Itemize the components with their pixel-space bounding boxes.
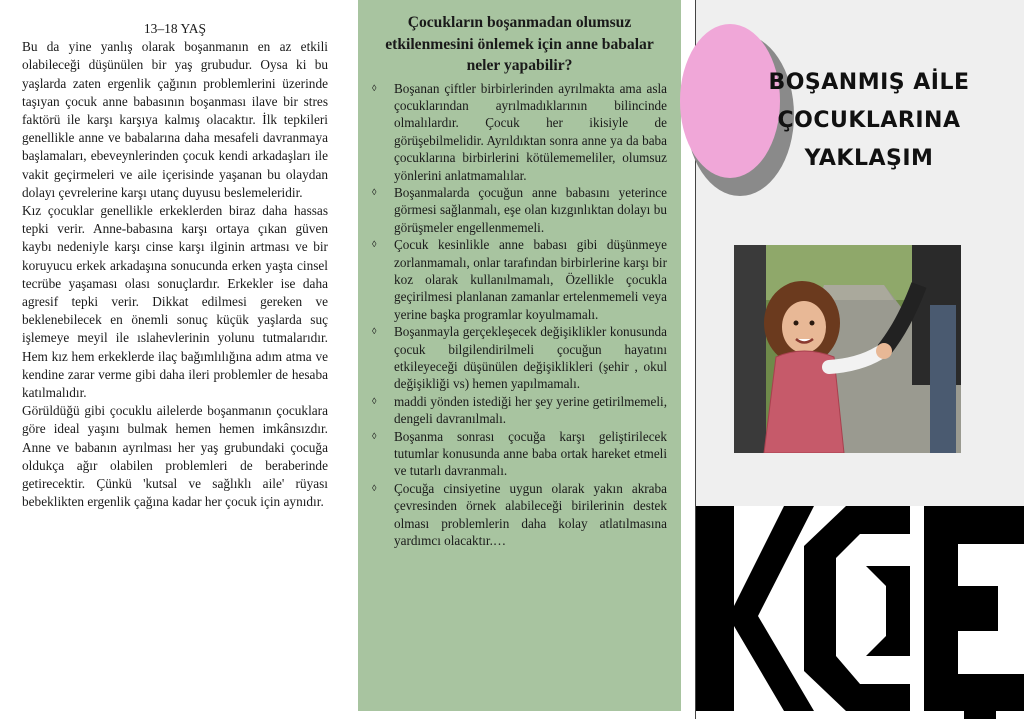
middle-column	[358, 0, 681, 711]
list-item: ◊ Boşanma sonrası çocuğa karşı geliştirilecek tutumlar konusunda anne baba ortak hareket etmeli ve tutarlı davranmalı.	[372, 428, 667, 479]
right-column	[696, 0, 1024, 719]
diamond-bullet-icon: ◊	[372, 326, 377, 337]
diamond-bullet-icon: ◊	[372, 239, 377, 250]
paragraph: Görüldüğü gibi çocuklu ailelerde boşanmanın çocuklara göre ideal yaşını bulmak hemen hemen imkânsızdır. Anne ve babanın ayrılması her yaş grubundaki çocuğa oldukça ağır olabilen problemleri de beraberinde getirecektir. Çünkü 'kutsal ve sağlıklı aile' rüyası bebeklikten ergenlik çağına kadar her çocuk için aynıdır.	[22, 403, 328, 510]
diamond-bullet-icon: ◊	[372, 395, 377, 406]
section-heading: 13–18 YAŞ	[143, 21, 207, 36]
diamond-bullet-icon: ◊	[372, 82, 377, 93]
section-title: Çocukların boşanmadan olumsuz etkilenmesini önlemek için anne babalar neler yapabilir?	[385, 14, 654, 74]
diamond-bullet-icon: ◊	[372, 430, 377, 441]
cover-panel	[696, 0, 1024, 506]
paragraph: Kız çocuklar genellikle erkeklerden biraz daha hassas tepki verir. Anne-babasına karşı ortaya çıkan güven kaybı nedeniyle karşı cinse karşı ilginin artması ve bir koruyucu erkek arkadaşına sonucunda erken yaşta cinsel tecrübe yaşaması olası sonuçlardır. Erkekler ise daha agresif tepki verir. Dikkat edilmesi gereken ve beklenebilecek en önemli sonuç küçük yaşlarda suç işlemeye meyil ile ıslahevlerinin yolunu tutmalarıdır. Hem kız hem erkeklerde ilaç bağımlılığına adım atma ve kendine zarar verme gibi daha ileri problemler de hesaba katılmalıdır.	[22, 203, 328, 401]
list-item: ◊ Boşanmayla gerçekleşecek değişiklikler konusunda çocuk bilgilendirilmeli çocuğun hayatını etkileyeceği düşünülen değişiklikleri (şehir , okul değişikliği vs) hemen yapılmamalı.	[372, 324, 667, 392]
list-item: ◊ Boşanmalarda çocuğun anne babasını yeterince görmesi sağlanmalı, eşe olan kızgınlıktan dolayı bu görüşmeler engellenmemeli.	[372, 184, 667, 235]
list-item: ◊ Boşanan çiftler birbirlerinden ayrılmakta ama asla çocuklarından ayrılmadıklarının bilincinde olmalılardır. Çocuk her ikisiyle de görüşebilmelidir. Ayrıldıktan sonra anne ya da baba çocuklarına birbirlerini kötülememeliler, olumsuz yönlerini anlatmamalılar.	[372, 80, 667, 183]
list-item: ◊ maddi yönden istediği her şey yerine getirilmemeli, dengeli davranılmalı.	[372, 393, 667, 427]
cover-title: BOŞANMIŞ AİLE ÇOCUKLARINA YAKLAŞIM	[768, 70, 970, 171]
list-item: ◊ Çocuk kesinlikle anne babası gibi düşünmeye zorlanmamalı, onlar tarafından birbirlerine karşı bir koz olarak kullanılmamalı, Özellikle çocukla geçirilmesi planlanan zamanlar ertelenmemeli veya yerine başka programlar koyulmamalı.	[372, 237, 667, 322]
left-column	[0, 0, 358, 719]
paragraph: Bu da yine yanlış olarak boşanmanın en az etkili olabileceği düşünülen bir yaş grubudur. Oysa ki bu yaşlarda zaten ergenlik çağının problemlerini üzerinde taşıyan çocuk anne babasının boşanması ilave bir stres faktörü ile karşı karşıya kalmış olacaktır. İlk tepkileri genellikle anne ve babalarına daha mesafeli davranmaya başlamaları, ebeveynlerinden çocuk kendi arkadaşları ile vakit geçirmeleri ve aile içerisinde yaşanan bu olaydan dolayı çevrelerine karşı utanç duyusu beslemeleridir.	[22, 39, 328, 200]
diamond-bullet-icon: ◊	[372, 482, 377, 493]
diamond-bullet-icon: ◊	[372, 186, 377, 197]
advice-list	[368, 80, 671, 550]
list-item: ◊ Çocuğa cinsiyetine uygun olarak yakın akraba çevresinden örnek alabileceği birilerinin destek olması problemlerin daha kolay atlatılmasına yardımcı olacaktır.…	[372, 480, 667, 549]
child-photo	[734, 245, 961, 453]
logo	[696, 506, 1024, 719]
